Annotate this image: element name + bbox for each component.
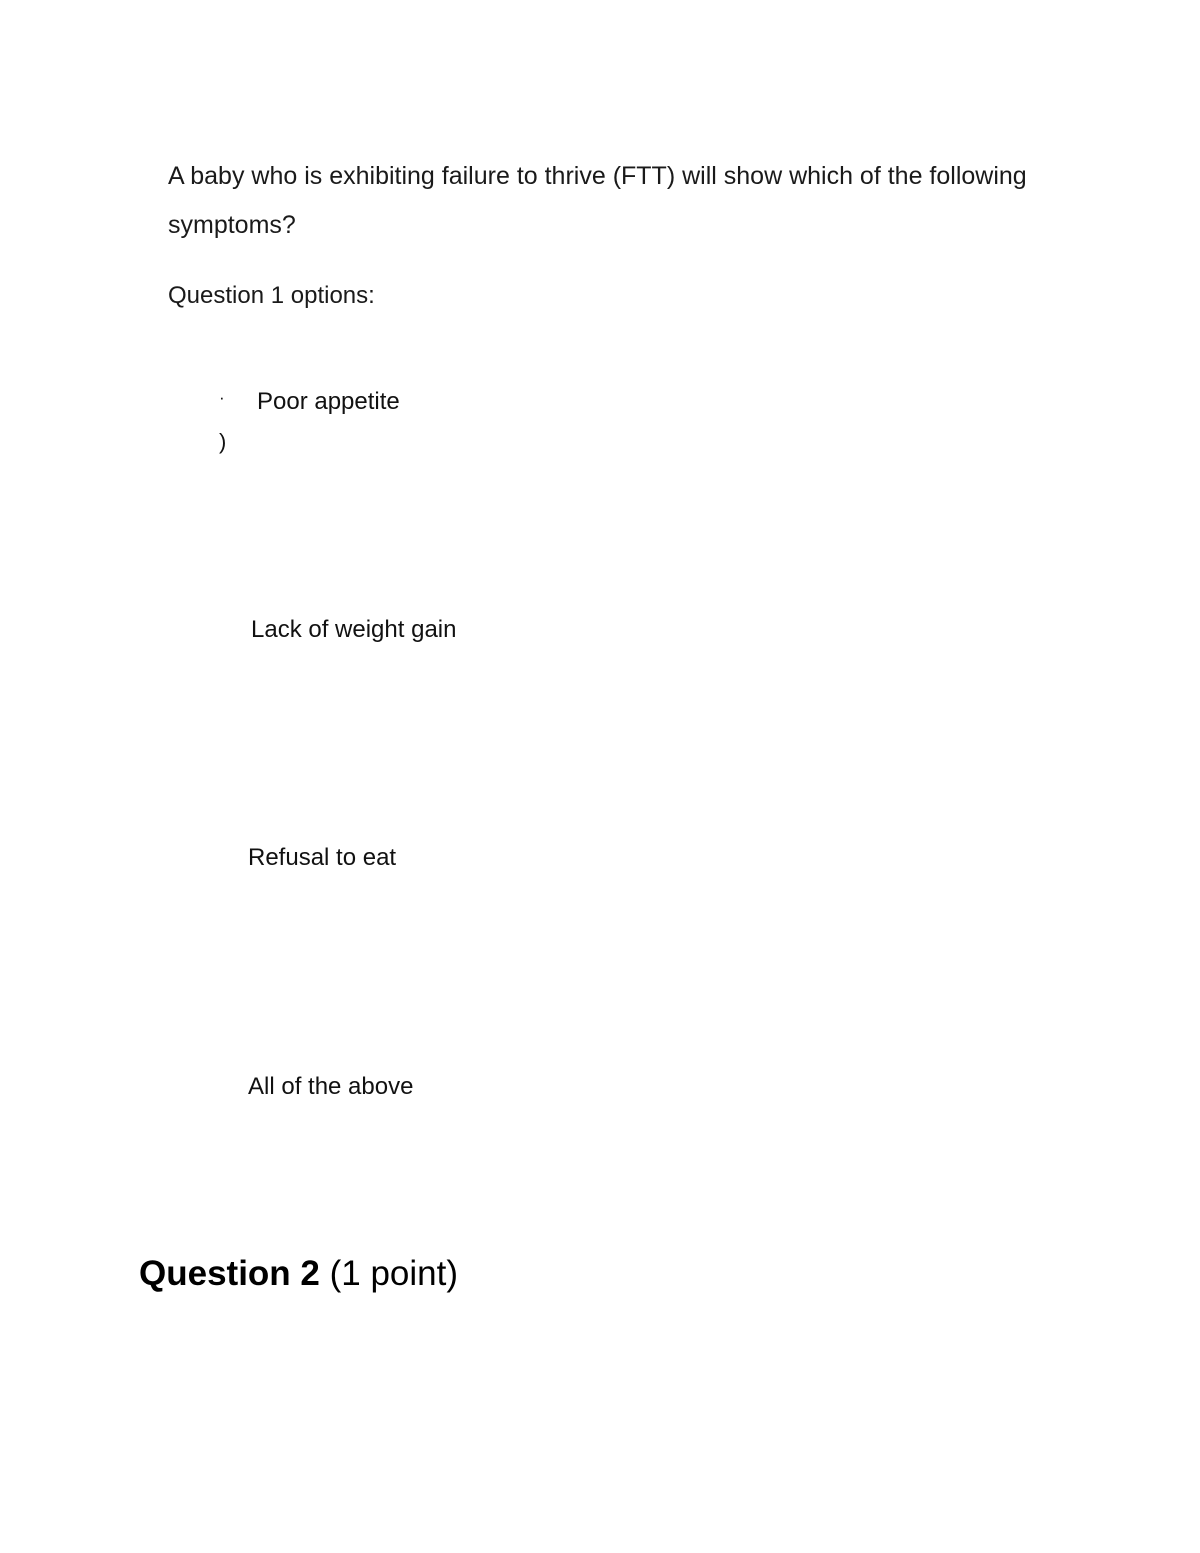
option-item-1[interactable]: Poor appetite — [257, 388, 400, 415]
option-item-2[interactable]: Lack of weight gain — [251, 616, 457, 643]
option-bullet-icon: · — [219, 388, 225, 407]
option-item-3[interactable]: Refusal to eat — [248, 844, 397, 871]
option-mark-icon: ) — [219, 429, 227, 454]
next-question-heading — [139, 1252, 458, 1296]
next-question-points: (1 point) — [319, 1254, 458, 1293]
next-question-number: Question 2 — [139, 1254, 320, 1293]
question-options-label: Question 1 options: — [168, 282, 375, 309]
question-stem: A baby who is exhibiting failure to thrive (FTT) will show which of the following symptoms? — [168, 162, 1027, 239]
option-item-4[interactable]: All of the above — [248, 1073, 414, 1100]
